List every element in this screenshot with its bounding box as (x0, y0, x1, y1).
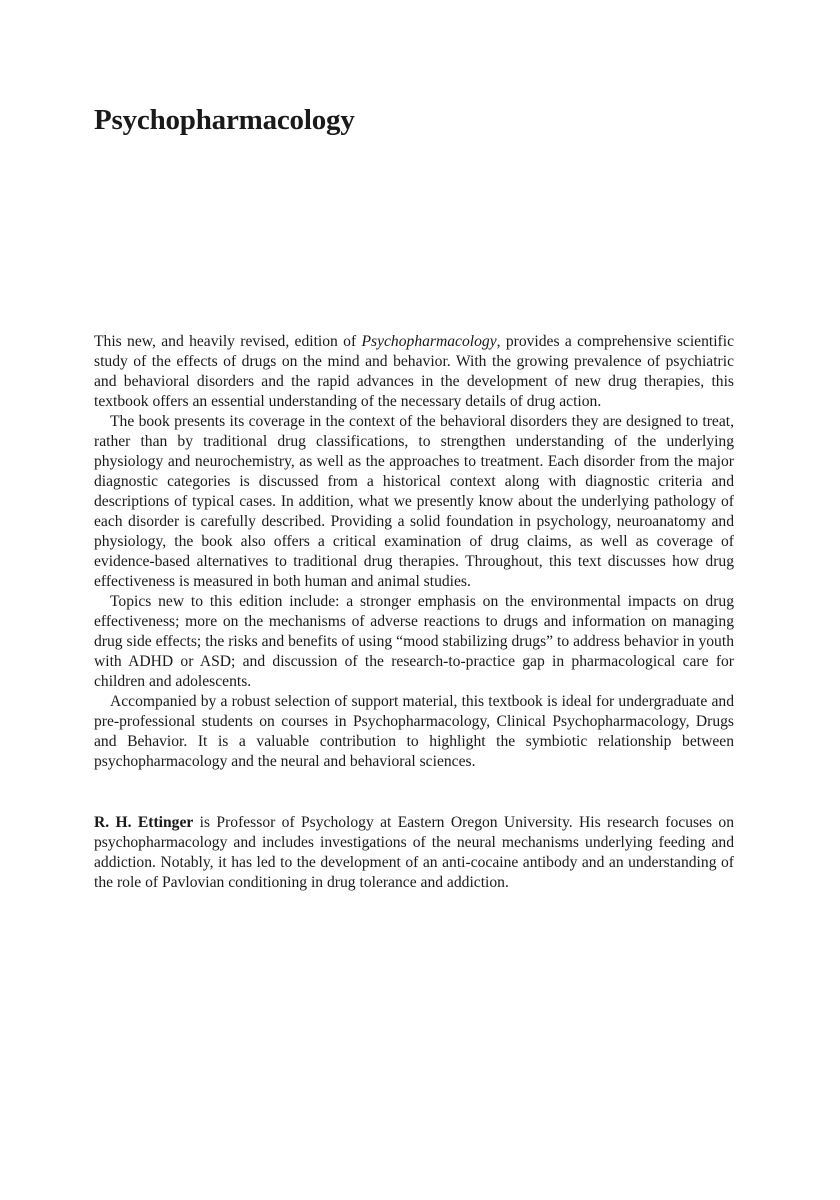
description-p1-intro: This new, and heavily revised, edition of (94, 333, 362, 350)
author-name: R. H. Ettinger (94, 814, 194, 831)
description-p1-rest: , provides a comprehensive scientific study of the effects of drugs on the mind and behavior. With the growing prevalence of psychiatric and behavioral disorders and the rapid advances in the development of new drug therapies, this textbook offers an essential understanding of the necessary details of drug action. (94, 333, 734, 410)
description-paragraph-2: The book presents its coverage in the context of the behavioral disorders they are designed to treat, rather than by traditional drug classifications, to strengthen understanding of the underlying physiology and neurochemistry, as well as the approaches to treatment. Each disorder from the major diagnostic categories is discussed from a historical context along with diagnostic criteria and descriptions of typical cases. In addition, what we presently know about the underlying pathology of each disorder is carefully described. Providing a solid foundation in psychology, neuroanatomy and physiology, the book also offers a critical examination of drug claims, as well as coverage of evidence-based alternatives to traditional drug therapies. Throughout, this text discusses how drug effectiveness is measured in both human and animal studies. (94, 413, 734, 590)
description-paragraph-1 (94, 332, 734, 412)
book-title: Psychopharmacology (94, 104, 355, 136)
description-p1-book-title: Psychopharmacology (361, 333, 497, 350)
description-paragraph-4: Accompanied by a robust selection of support material, this textbook is ideal for undergraduate and pre-professional students on courses in Psychopharmacology, Clinical Psychopharmacology, Drugs and Behavior. It is a valuable contribution to highlight the symbiotic relationship between psychopharmacology and the neural and behavioral sciences. (94, 693, 734, 770)
author-bio-text: is Professor of Psychology at Eastern Oregon University. His research focuses on psychopharmacology and includes investigations of the neural mechanisms underlying feeding and addiction. Notably, it has led to the development of an anti-cocaine antibody and an understanding of the role of Pavlovian conditioning in drug tolerance and addiction. (94, 814, 734, 891)
author-bio (94, 813, 734, 893)
description-paragraph-3: Topics new to this edition include: a stronger emphasis on the environmental impacts on drug effectiveness; more on the mechanisms of adverse reactions to drugs and information on managing drug side effects; the risks and benefits of using “mood stabilizing drugs” to address behavior in youth with ADHD or ASD; and discussion of the research-to-practice gap in pharmacological care for children and adolescents. (94, 593, 734, 690)
book-description (94, 332, 734, 772)
